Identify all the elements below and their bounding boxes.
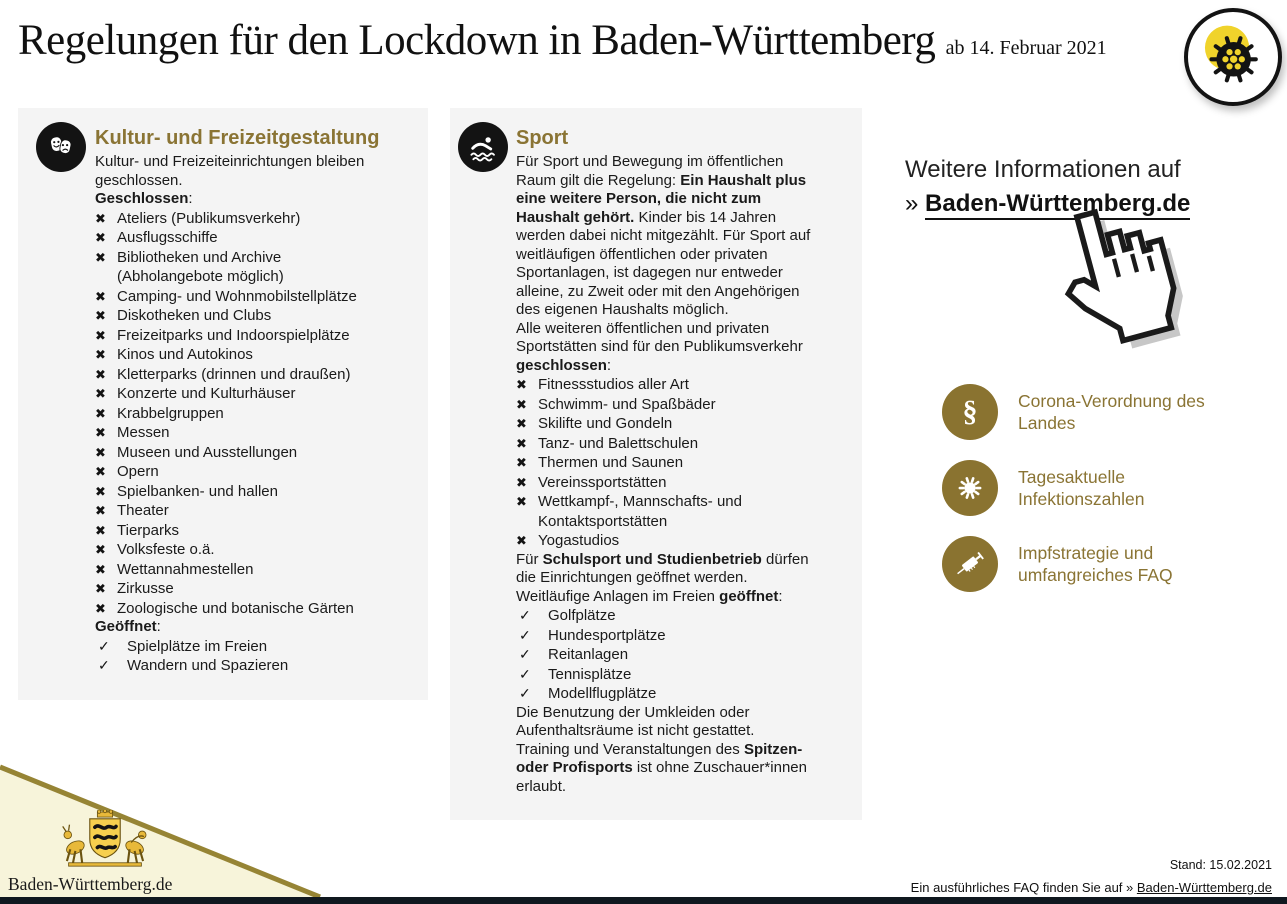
list-item: ✖ Yogastudios (516, 532, 620, 549)
sport-paragraph-4: Die Benutzung der Umkleiden oder Aufenthaltsräume ist nicht gestattet. (516, 703, 755, 739)
culture-intro: Kultur- und Freizeiteinrichtungen bleiben geschlossen. (95, 153, 365, 189)
info-row-infektionszahlen[interactable] (942, 460, 1242, 516)
list-item: ✓ Golfplätze (519, 607, 616, 624)
list-item: ✖ Konzerte und Kulturhäuser (95, 385, 296, 402)
x-icon: ✖ (95, 425, 106, 440)
sport-heading: Sport (516, 127, 569, 149)
culture-leisure-panel (18, 108, 428, 700)
x-icon: ✖ (516, 377, 527, 392)
x-icon: ✖ (95, 542, 106, 557)
info-label: Tagesaktuelle Infektionszahlen (1018, 467, 1145, 509)
x-icon: ✖ (95, 522, 106, 538)
list-item: ✖ Wettannahmestellen (95, 560, 254, 578)
hand-cursor-icon (1048, 208, 1193, 358)
check-icon: ✓ (98, 657, 110, 673)
check-icon: ✓ (519, 607, 531, 623)
x-icon: ✖ (95, 464, 106, 479)
x-icon: ✖ (516, 474, 527, 490)
x-icon: ✖ (95, 308, 106, 323)
x-icon: ✖ (95, 503, 106, 518)
effective-date: ab 14. Februar 2021 (945, 37, 1107, 59)
list-item: ✓ Tennisplätze (519, 665, 632, 683)
list-item: ✖ Tierparks (95, 521, 179, 539)
info-label: Corona-Verordnung des Landes (1018, 391, 1205, 433)
list-item: ✖ Ateliers (Publikumsverkehr) (95, 209, 301, 227)
more-info-text: Weitere Informationen auf (905, 156, 1181, 183)
check-icon: ✓ (519, 646, 531, 662)
sport-paragraph-5: Training und Veranstaltungen des Spitzen- oder Profisports ist ohne Zuschauer*innen erlaubt. (516, 740, 807, 795)
list-item: ✖ Skilifte und Gondeln (516, 415, 673, 432)
list-item: ✖ Zirkusse (95, 580, 174, 597)
paragraph-icon: § (942, 384, 998, 440)
culture-open-label: Geöffnet: (95, 618, 161, 635)
x-icon: ✖ (95, 405, 106, 421)
baden-wuerttemberg-link[interactable]: Baden-Württemberg.de (925, 190, 1190, 220)
x-icon: ✖ (516, 396, 527, 412)
x-icon: ✖ (95, 366, 106, 382)
link-arrows: » (905, 190, 919, 217)
x-icon: ✖ (95, 600, 106, 616)
list-item: ✖ Museen und Ausstellungen (95, 443, 298, 461)
virus-logo-badge (1184, 8, 1282, 106)
footer-logo-text[interactable]: Baden-Württemberg.de (8, 874, 173, 894)
list-item: ✖ Volksfeste o.ä. (95, 541, 215, 558)
culture-heading: Kultur- und Freizeitgestaltung (95, 127, 380, 149)
syringe-icon (942, 536, 998, 592)
x-icon: ✖ (95, 444, 106, 460)
list-item: ✖ Theater (95, 502, 169, 519)
x-icon: ✖ (516, 416, 527, 431)
list-item: ✖ Kinos und Autokinos (95, 346, 253, 363)
sport-closed-list (516, 375, 816, 551)
page-title (18, 16, 1107, 65)
list-item: ✖ Bibliotheken und Archive (Abholangebote möglich) (95, 248, 284, 285)
check-icon: ✓ (519, 626, 531, 643)
list-item: ✖ Spielbanken- und hallen (95, 482, 278, 500)
list-item: ✓ Reitanlagen (519, 646, 629, 663)
info-row-corona-verordnung[interactable] (942, 384, 1242, 440)
list-item: ✖ Thermen und Saunen (516, 454, 684, 471)
virus-splash-icon (942, 460, 998, 516)
culture-closed-list (95, 209, 387, 619)
info-label: Impfstrategie und umfangreiches FAQ (1018, 543, 1173, 585)
list-item: ✓ Modellflugplätze (519, 685, 657, 702)
x-icon: ✖ (95, 347, 106, 362)
sport-panel (450, 108, 862, 820)
faq-link[interactable]: Baden-Württemberg.de (1136, 880, 1272, 895)
sport-paragraph-2: Alle weiteren öffentlichen und privaten Sportstätten sind für den Publikumsverkehr geschlossen: (516, 319, 803, 374)
theater-masks-icon (36, 122, 86, 172)
stand-date: Stand: 15.02.2021 (1169, 858, 1272, 872)
sport-open-label: Weitläufige Anlagen im Freien geöffnet: (516, 587, 783, 605)
x-icon: ✖ (516, 435, 527, 451)
list-item: ✖ Wettkampf-, Mannschafts- und Kontaktsportstätten (516, 493, 742, 530)
sport-open-list (516, 606, 816, 704)
list-item: ✖ Vereinssportstätten (516, 473, 667, 491)
page-title-text: Regelungen für den Lockdown in Baden-Württemberg (18, 17, 936, 64)
x-icon: ✖ (95, 327, 106, 343)
check-icon: ✓ (98, 637, 110, 654)
culture-closed-label: Geschlossen: (95, 190, 193, 207)
list-item: ✖ Diskotheken und Clubs (95, 307, 272, 324)
list-item: ✖ Schwimm- und Spaßbäder (516, 395, 716, 413)
list-item: ✓ Hundesportplätze (519, 626, 666, 644)
list-item: ✖ Camping- und Wohnmobilstellplätze (95, 287, 357, 305)
bottom-bar (0, 897, 1287, 904)
list-item: ✖ Ausflugsschiffe (95, 229, 218, 246)
list-item: ✖ Freizeitparks und Indoorspielplätze (95, 326, 350, 344)
x-icon: ✖ (95, 483, 106, 499)
check-icon: ✓ (519, 685, 531, 701)
sport-paragraph-3: Für Schulsport und Studienbetrieb dürfen die Einrichtungen geöffnet werden. (516, 550, 809, 586)
culture-open-list (95, 637, 387, 676)
x-icon: ✖ (516, 533, 527, 548)
list-item: ✖ Kletterparks (drinnen und draußen) (95, 365, 351, 383)
check-icon: ✓ (519, 665, 531, 682)
list-item: ✖ Messen (95, 424, 170, 441)
info-row-impfstrategie[interactable] (942, 536, 1242, 592)
x-icon: ✖ (95, 581, 106, 596)
list-item: ✖ Zoologische und botanische Gärten (95, 599, 354, 617)
x-icon: ✖ (95, 561, 106, 577)
list-item: ✖ Tanz- und Balettschulen (516, 434, 699, 452)
x-icon: ✖ (516, 455, 527, 470)
swimmer-icon (458, 122, 508, 172)
list-item: ✓ Wandern und Spazieren (98, 657, 289, 674)
x-icon: ✖ (95, 249, 106, 265)
faq-prefix: Ein ausführliches FAQ finden Sie auf » (910, 880, 1134, 895)
x-icon: ✖ (516, 494, 527, 509)
virus-icon (1191, 15, 1273, 97)
x-icon: ✖ (95, 386, 106, 401)
faq-line (911, 880, 1272, 895)
list-item: ✖ Krabbelgruppen (95, 404, 224, 422)
sport-paragraph-1: Für Sport und Bewegung im öffentlichen Raum gilt die Regelung: Ein Haushalt plus eine weitere Person, die nicht zum Haushalt gehört. Kinder bis 14 Jahren werden dabei nicht mitgezählt. Für Sport auf weitläufigen öffentlichen oder privaten Sportanlagen, ist dagegen nur entweder alleine, zu Zweit oder mit den Angehörigen des eigenen Haushalts möglich. (516, 153, 811, 318)
x-icon: ✖ (95, 230, 106, 245)
list-item: ✖ Opern (95, 463, 159, 480)
list-item: ✖ Fitnessstudios aller Art (516, 376, 689, 393)
list-item: ✓ Spielplätze im Freien (98, 637, 268, 655)
x-icon: ✖ (95, 210, 106, 226)
baden-wuerttemberg-coat-of-arms (50, 810, 160, 880)
x-icon: ✖ (95, 288, 106, 304)
